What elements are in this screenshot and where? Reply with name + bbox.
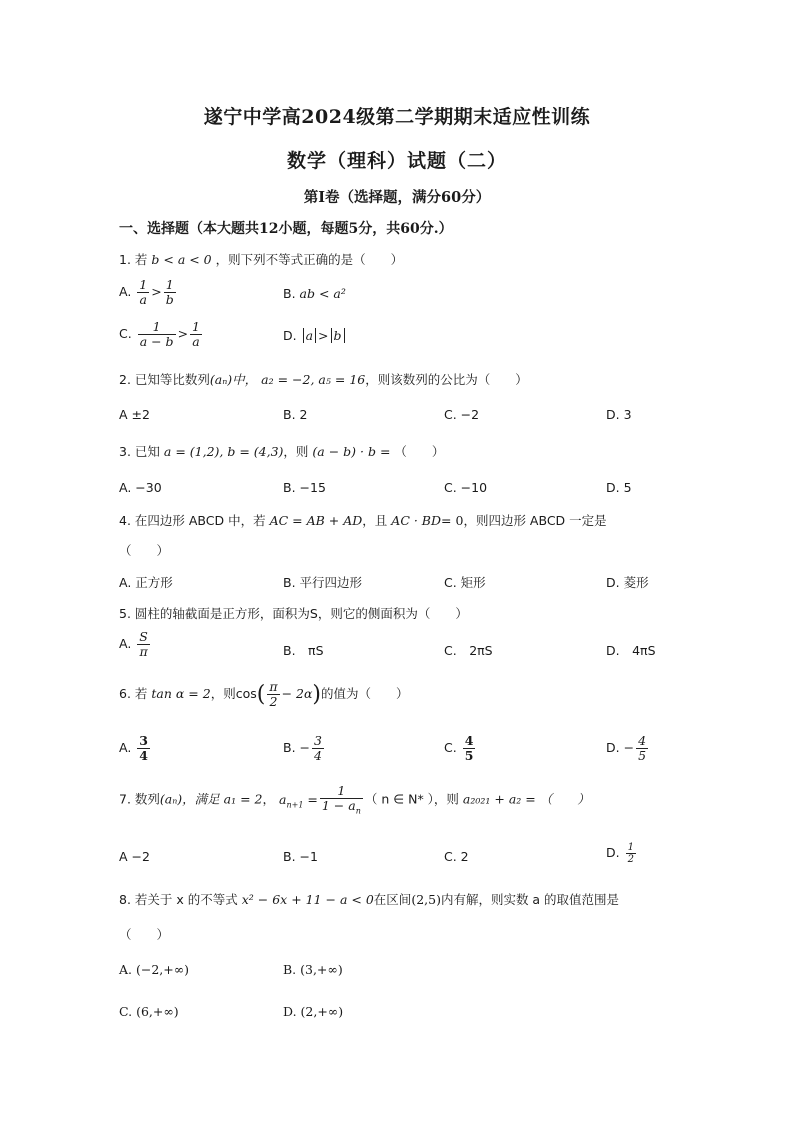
part-heading: 第Ⅰ卷（选择题，满分60分） xyxy=(303,189,491,206)
q8-option-b: B. (3,+∞) xyxy=(283,962,343,977)
q1-option-c: C. $\frac{1}{a - b}$ > $\frac{1}{a}$ xyxy=(119,319,200,349)
q5-option-c: C. 2πS xyxy=(444,643,493,658)
section-heading: 一、选择题（本大题共12小题，每题5分，共60分.） xyxy=(119,221,453,237)
q2-option-b: B. 2 xyxy=(283,407,308,422)
q7-option-a: A −2 xyxy=(119,849,150,864)
q2-option-a: A ±2 xyxy=(119,407,150,422)
q1-option-a: A. $\frac{1}{a}$ > $\frac{1}{b}$ xyxy=(119,277,174,307)
q5-option-a: A. $\frac{S}{\pi}$ xyxy=(119,629,148,659)
q8-option-a: A. (−2,+∞) xyxy=(119,962,190,977)
q3-option-d: D. 5 xyxy=(606,480,632,495)
q3-option-b: B. −15 xyxy=(283,480,326,495)
q6-option-c: C. $\frac{4}{5}$ xyxy=(444,733,474,763)
q6-option-b: B. − $\frac{3}{4}$ xyxy=(283,733,322,763)
q7-option-c: C. 2 xyxy=(444,849,469,864)
q4-blank: （ ） xyxy=(119,543,170,558)
exam-title: 遂宁中学高2024级第二学期期末适应性训练 xyxy=(203,106,591,128)
q1-option-b: B. ab < a² xyxy=(283,286,346,301)
question-7: 7. 数列(aₙ)，满足 a₁ = 2， $a_{n+1}$ = $\frac{1}{1 - a_n}$ （ n ∈ N* ），则 a₂₀₂₁ + a₂ = （ ） xyxy=(119,783,590,816)
q8-blank: （ ） xyxy=(119,927,170,942)
q2-option-d: D. 3 xyxy=(606,407,632,422)
question-8: 8. 若关于 x 的不等式 x² − 6x + 11 − a < 0在区间(2,5)内有解，则实数 a 的取值范围是 xyxy=(119,892,620,907)
question-6: 6. 若 tan α = 2，则cos( $\frac{\pi}{2}$ − 2α)的值为（ ） xyxy=(119,679,409,709)
q2-option-c: C. −2 xyxy=(444,407,480,422)
q4-option-b: B. 平行四边形 xyxy=(283,575,363,590)
q7-option-d: D. $\frac{1}{2}$ xyxy=(606,842,634,865)
q4-option-d: D. 菱形 xyxy=(606,575,649,590)
q3-option-a: A. −30 xyxy=(119,480,162,495)
exam-subtitle: 数学（理科）试题（二） xyxy=(286,150,507,172)
q4-option-a: A. 正方形 xyxy=(119,575,173,590)
q3-option-c: C. −10 xyxy=(444,480,488,495)
q5-option-b: B. πS xyxy=(283,643,324,658)
question-5: 5. 圆柱的轴截面是正方形，面积为S，则它的侧面积为（ ） xyxy=(119,606,468,621)
q4-option-c: C. 矩形 xyxy=(444,575,486,590)
q5-option-d: D. 4πS xyxy=(606,643,656,658)
q7-option-b: B. −1 xyxy=(283,849,318,864)
q6-option-d: D. − $\frac{4}{5}$ xyxy=(606,733,647,763)
question-2: 2. 已知等比数列(aₙ)中， a₂ = −2, a₅ = 16，则该数列的公比为（ ） xyxy=(119,372,528,387)
question-4: 4. 在四边形 ABCD 中，若 AC = AB + AD，且 AC · BD= 0，则四边形 ABCD 一定是 xyxy=(119,513,607,528)
question-3: 3. 已知 a = (1,2), b = (4,3)，则 (a − b) · b = （ ） xyxy=(119,444,445,459)
q6-option-a: A. $\frac{3}{4}$ xyxy=(119,733,148,763)
q8-option-c: C. (6,+∞) xyxy=(119,1004,179,1019)
q8-option-d: D. (2,+∞) xyxy=(283,1004,344,1019)
question-1: 1. 若 b < a < 0 ，则下列不等式正确的是（ ） xyxy=(119,252,404,267)
q1-option-d: D. a > b xyxy=(283,328,347,343)
